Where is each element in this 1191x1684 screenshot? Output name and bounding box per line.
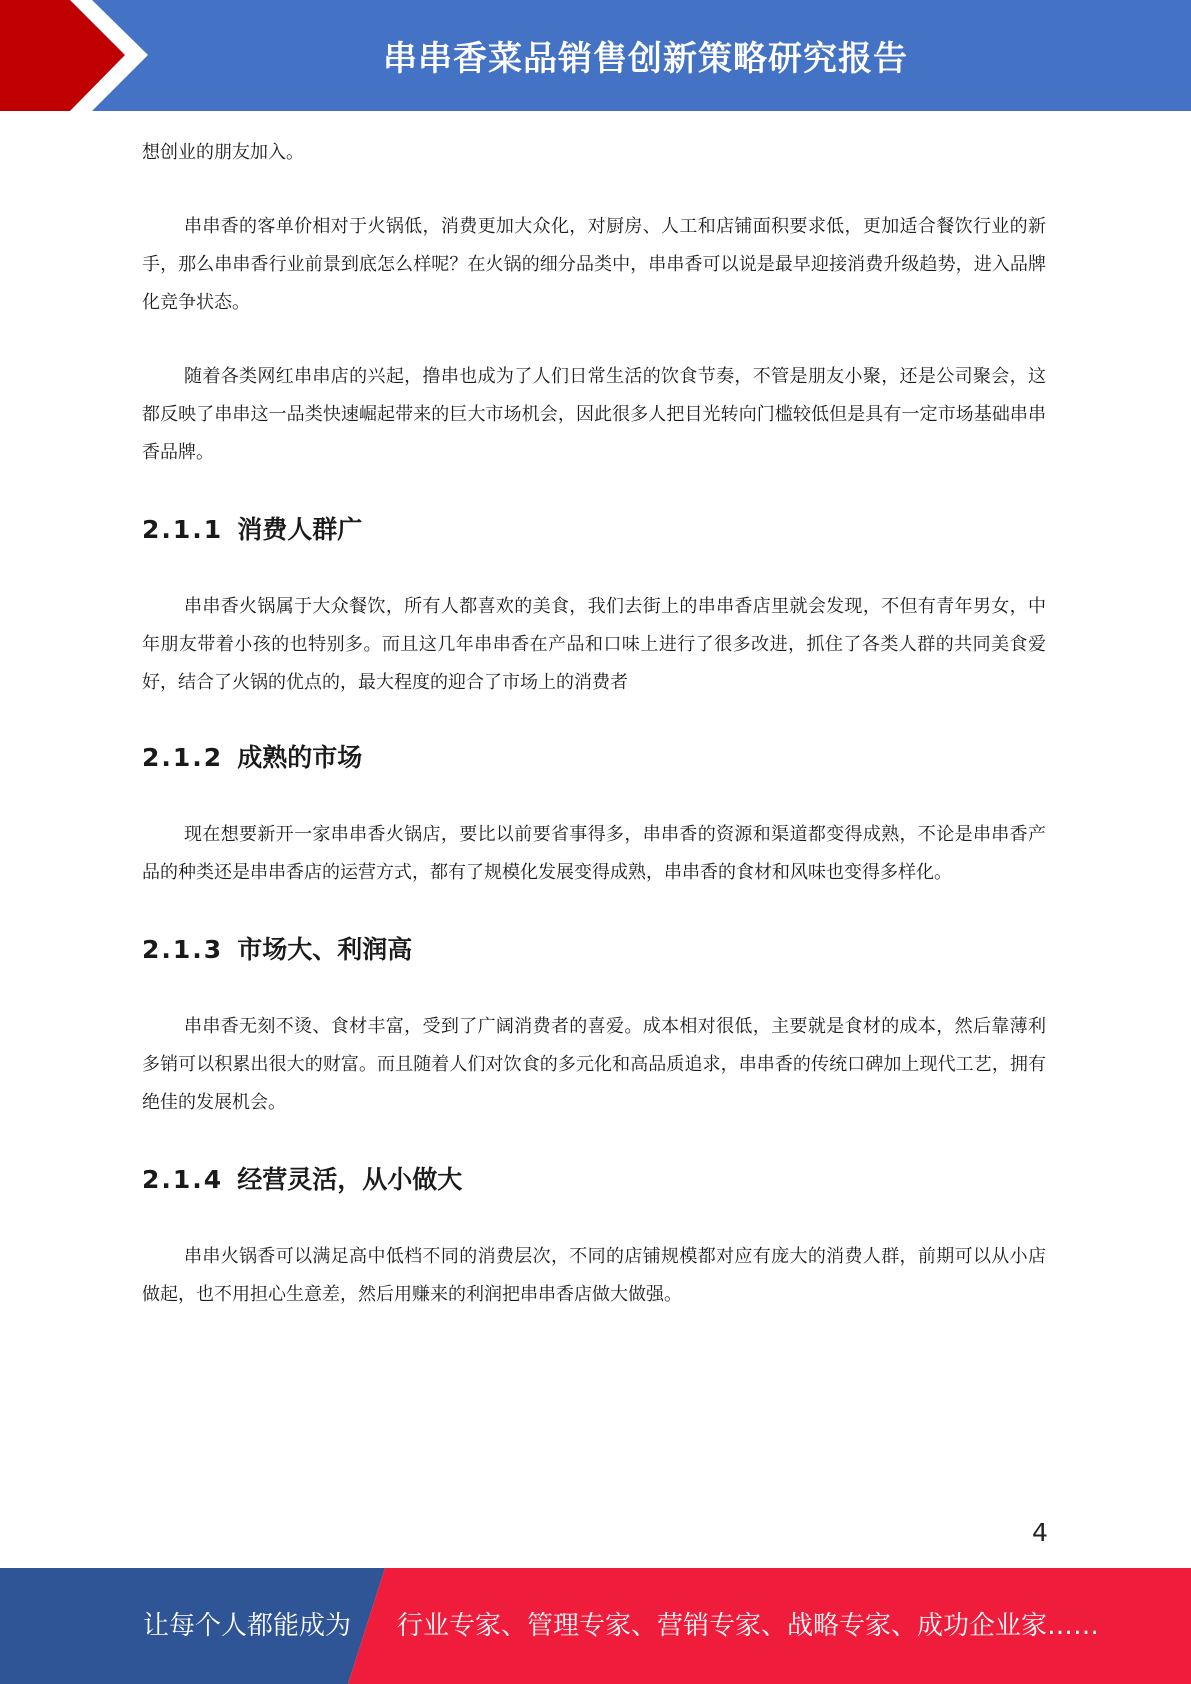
page-number: 4 <box>1032 1518 1048 1547</box>
report-title: 串串香菜品销售创新策略研究报告 <box>383 39 908 79</box>
page-header <box>0 0 1191 111</box>
footer-slogan-right: 行业专家、管理专家、营销专家、战略专家、成功企业家…… <box>397 1611 1100 1641</box>
section-heading-2-1-3: 2.1.3 市场大、利润高 <box>142 935 413 964</box>
page-footer <box>0 1568 1191 1684</box>
section-text-2-1-4: 串串火锅香可以满足高中低档不同的消费层次，不同的店铺规模都对应有庞大的消费人群，前期可以从小店做起，也不用担心生意差，然后用赚来的利润把串串香店做大做强。 <box>142 1246 1046 1305</box>
paragraph-1: 串串香的客单价相对于火锅低，消费更加大众化，对厨房、人工和店铺面积要求低，更加适合餐饮行业的新手，那么串串香行业前景到底怎么样呢？在火锅的细分品类中，串串香可以说是最早迎接消费升级趋势，进入品牌化竞争状态。 <box>142 216 1046 313</box>
section-text-2-1-1: 串串香火锅属于大众餐饮，所有人都喜欢的美食，我们去街上的串串香店里就会发现，不但有青年男女，中年朋友带着小孩的也特别多。而且这几年串串香在产品和口味上进行了很多改进，抓住了各类人群的共同美食爱好，结合了火锅的优点的，最大程度的迎合了市场上的消费者 <box>142 596 1046 693</box>
section-text-2-1-3: 串串香无刻不烫、食材丰富，受到了广阔消费者的喜爱。成本相对很低，主要就是食材的成本，然后靠薄利多销可以积累出很大的财富。而且随着人们对饮食的多元化和高品质追求，串串香的传统口碑加上现代工艺，拥有绝佳的发展机会。 <box>142 1016 1046 1113</box>
paragraph-0: 想创业的朋友加入。 <box>142 142 304 163</box>
section-heading-2-1-4: 2.1.4 经营灵活，从小做大 <box>142 1165 463 1194</box>
section-heading-2-1-1: 2.1.1 消费人群广 <box>142 515 363 544</box>
paragraph-2: 随着各类网红串串店的兴起，撸串也成为了人们日常生活的饮食节奏，不管是朋友小聚，还是公司聚会，这都反映了串串这一品类快速崛起带来的巨大市场机会，因此很多人把目光转向门槛较低但是具有一定市场基础串串香品牌。 <box>142 366 1046 463</box>
section-heading-2-1-2: 2.1.2 成熟的市场 <box>142 743 363 772</box>
page-content <box>142 134 1046 1314</box>
footer-slogan-left: 让每个人都能成为 <box>143 1611 352 1641</box>
section-text-2-1-2: 现在想要新开一家串串香火锅店，要比以前要省事得多，串串香的资源和渠道都变得成熟，不论是串串香产品的种类还是串串香店的运营方式，都有了规模化发展变得成熟，串串香的食材和风味也变得多样化。 <box>142 824 1046 883</box>
